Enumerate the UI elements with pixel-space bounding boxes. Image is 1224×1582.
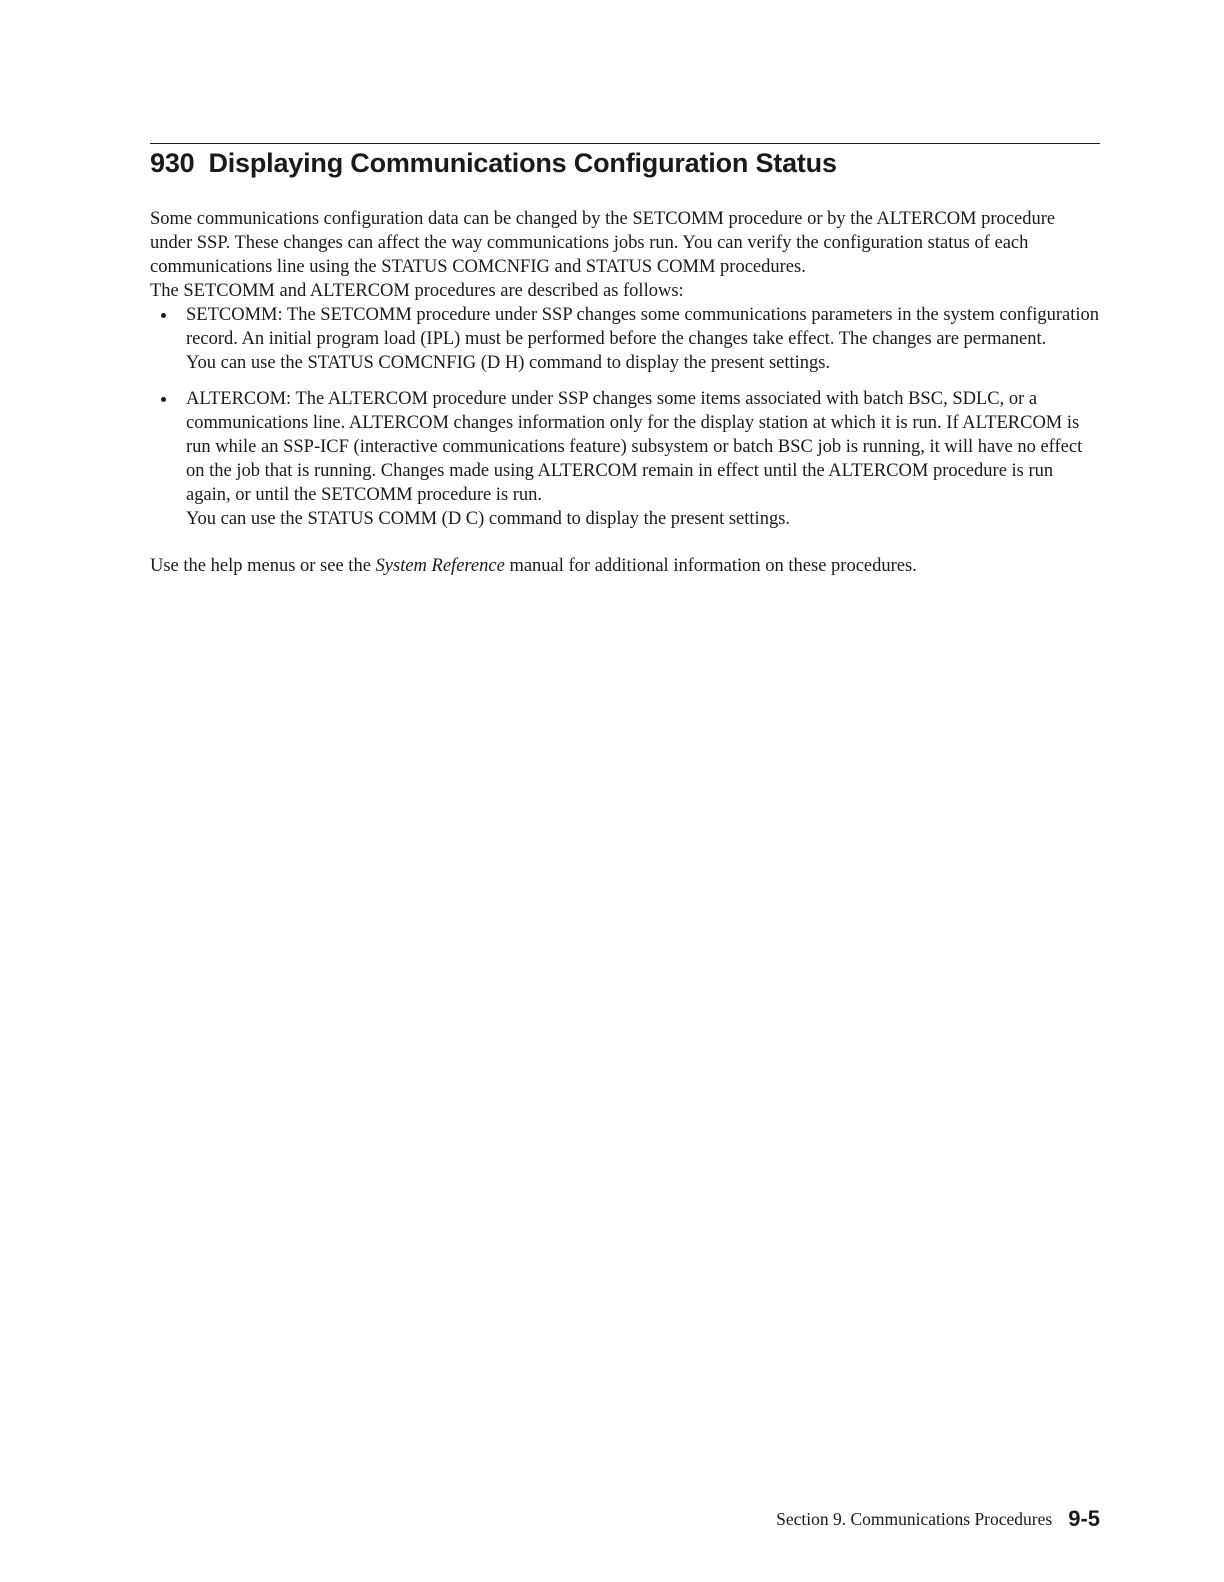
- list-item-altercom: [150, 387, 1100, 531]
- body-text: [150, 207, 1100, 578]
- page-number: 9-5: [1068, 1506, 1100, 1531]
- intro-paragraph: Some communications configuration data can be changed by the SETCOMM procedure or by the ALTERCOM procedure under SSP. These changes can affect the way communications jobs run. You can verify the configuration status of each communications line using the STATUS COMCNFIG and STATUS COMM procedures.: [150, 209, 1056, 277]
- footer-section-title: Section 9. Communications Procedures: [776, 1509, 1053, 1529]
- closing-paragraph: [150, 554, 1100, 578]
- section-heading: [150, 145, 837, 181]
- procedure-list: [150, 303, 1100, 531]
- bullet-icon: [161, 313, 166, 318]
- list-item-text: ALTERCOM: The ALTERCOM procedure under SSP changes some items associated with batch BSC, SDLC, or a communications line. ALTERCOM changes information only for the display station at which it is run. If ALTERCOM is run while an SSP-ICF (interactive communications feature) subsystem or batch BSC job is running, it will have no effect on the job that is running. Changes made using ALTERCOM remain in effect until the ALTERCOM procedure is run again, or until the SETCOMM procedure is run.: [186, 389, 1083, 505]
- closing-text-end: manual for additional information on these procedures.: [504, 556, 917, 576]
- list-item-text: SETCOMM: The SETCOMM procedure under SSP changes some communications parameters in the system configuration record. An initial program load (IPL) must be performed before the changes take effect. The changes are permanent.: [186, 305, 1100, 349]
- bullet-icon: [161, 397, 166, 402]
- page-footer: [776, 1505, 1100, 1533]
- heading-rule: [150, 143, 1100, 144]
- list-item-setcomm: [150, 303, 1100, 375]
- section-title: Displaying Communications Configuration Status: [208, 148, 837, 178]
- closing-text-start: Use the help menus or see the: [150, 556, 376, 576]
- section-number: 930: [150, 148, 195, 178]
- list-item-note: You can use the STATUS COMM (D C) command to display the present settings.: [186, 509, 791, 529]
- manual-title: System Reference: [375, 556, 505, 576]
- lead-paragraph: The SETCOMM and ALTERCOM procedures are described as follows:: [150, 281, 684, 301]
- list-item-note: You can use the STATUS COMCNFIG (D H) command to display the present settings.: [186, 353, 831, 373]
